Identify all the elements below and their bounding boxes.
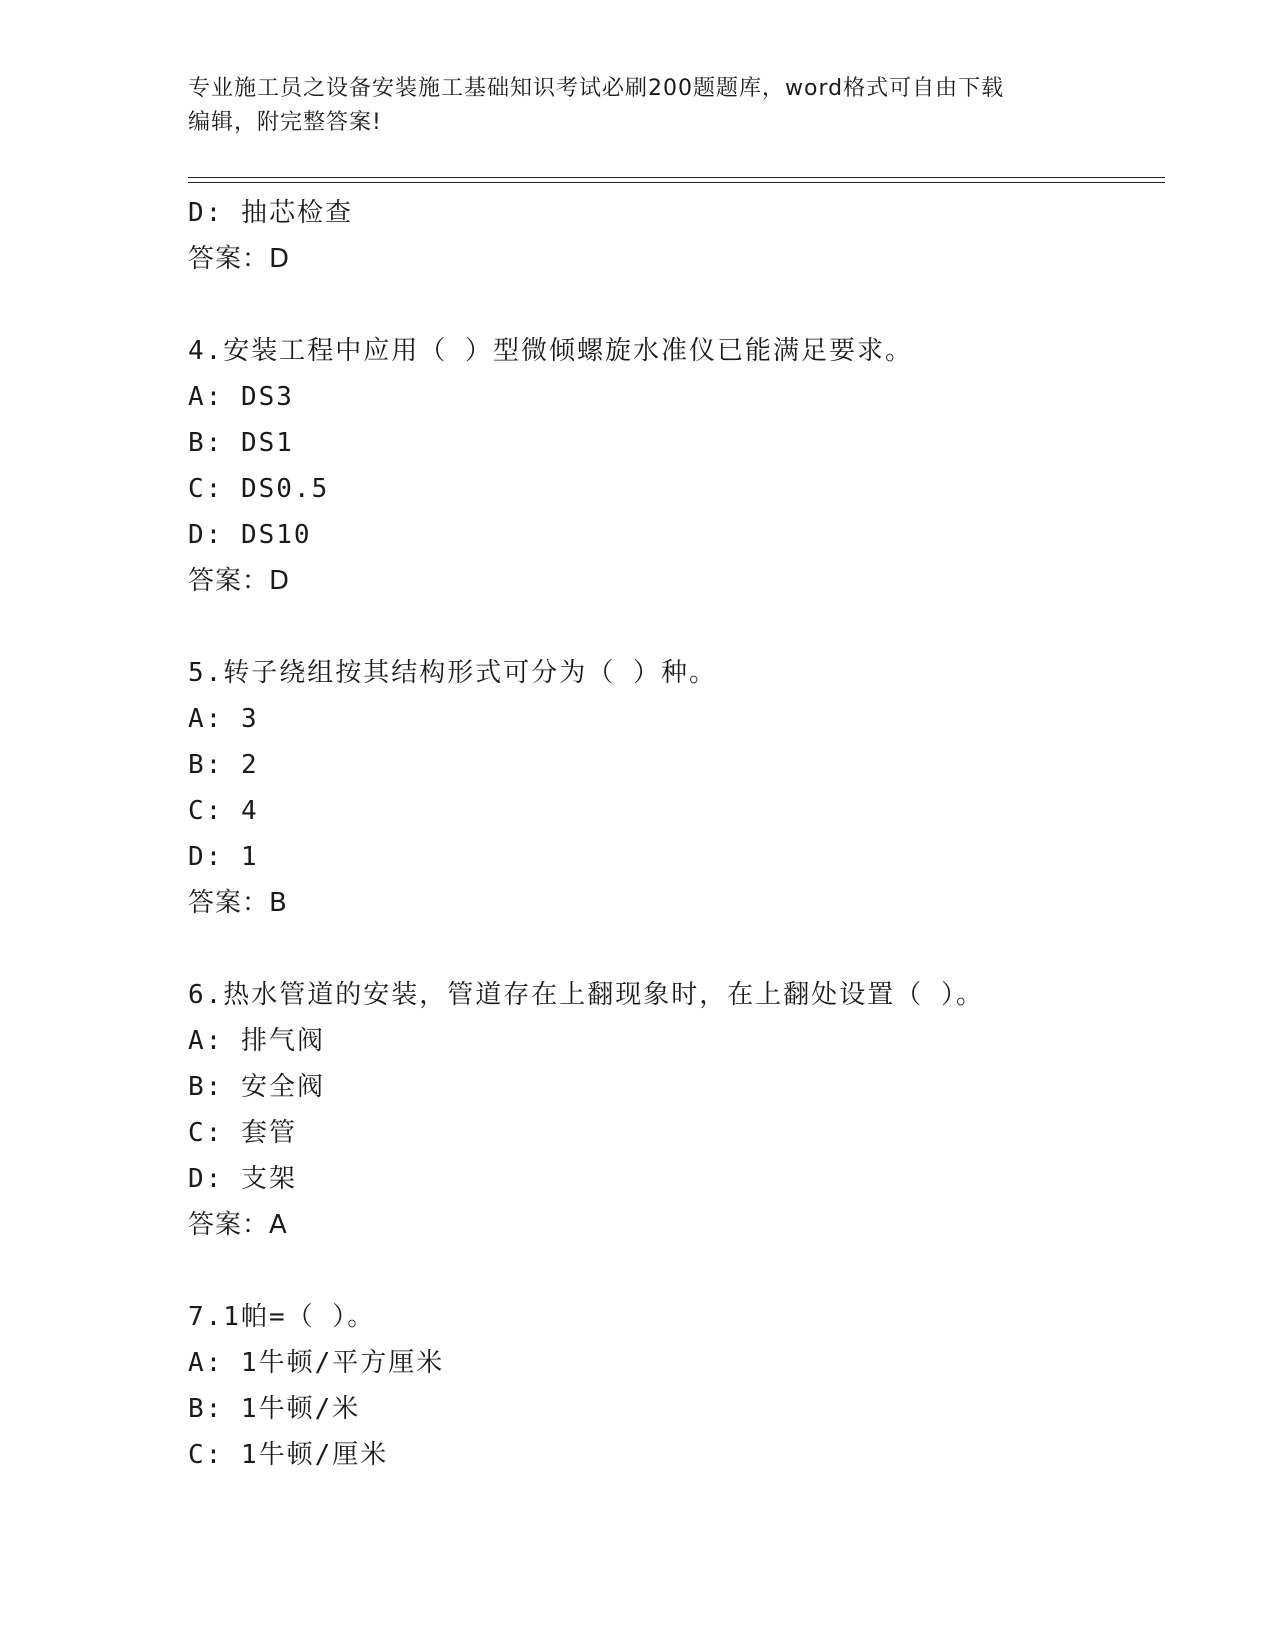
option-d: D: 抽芯检查 (188, 198, 353, 228)
document-body (188, 190, 1165, 1478)
spacer (188, 1248, 1165, 1294)
question-stem: 7.1帕=（ ）。 (188, 1302, 376, 1332)
option-b: B: 安全阀 (188, 1072, 325, 1102)
question-block (188, 1294, 1165, 1478)
question-stem: 6.热水管道的安装，管道存在上翻现象时，在上翻处设置（ ）。 (188, 980, 984, 1010)
option-b: B: 2 (188, 750, 259, 780)
header-title-line-1: 专业施工员之设备安装施工基础知识考试必刷200题题库，word格式可自由下载 (188, 76, 1005, 101)
question-block (188, 650, 1165, 926)
option-c: C: 1牛顿/厘米 (188, 1440, 389, 1470)
option-b: B: 1牛顿/米 (188, 1394, 361, 1424)
option-a: A: 1牛顿/平方厘米 (188, 1348, 445, 1378)
option-a: A: 3 (188, 704, 259, 734)
option-a: A: DS3 (188, 382, 294, 412)
answer-line: 答案：B (188, 888, 288, 918)
option-b: B: DS1 (188, 428, 294, 458)
option-d: D: 1 (188, 842, 259, 872)
option-a: A: 排气阀 (188, 1026, 325, 1056)
answer-line: 答案：D (188, 566, 291, 596)
option-c: C: DS0.5 (188, 474, 330, 504)
header-title-line-2: 编辑，附完整答案! (188, 110, 382, 135)
spacer (188, 926, 1165, 972)
option-d: D: 支架 (188, 1164, 297, 1194)
question-stem: 4.安装工程中应用（ ）型微倾螺旋水准仪已能满足要求。 (188, 336, 913, 366)
option-c: C: 套管 (188, 1118, 297, 1148)
option-c: C: 4 (188, 796, 259, 826)
spacer (188, 282, 1165, 328)
spacer (188, 604, 1165, 650)
question-block (188, 972, 1165, 1248)
document-header (188, 72, 1088, 140)
question-stem: 5.转子绕组按其结构形式可分为（ ）种。 (188, 658, 717, 688)
header-rule-top (188, 177, 1165, 178)
answer-line: 答案：A (188, 1210, 288, 1240)
header-rule-bottom (188, 182, 1165, 183)
answer-line: 答案：D (188, 244, 291, 274)
question-block (188, 328, 1165, 604)
option-d: D: DS10 (188, 520, 312, 550)
